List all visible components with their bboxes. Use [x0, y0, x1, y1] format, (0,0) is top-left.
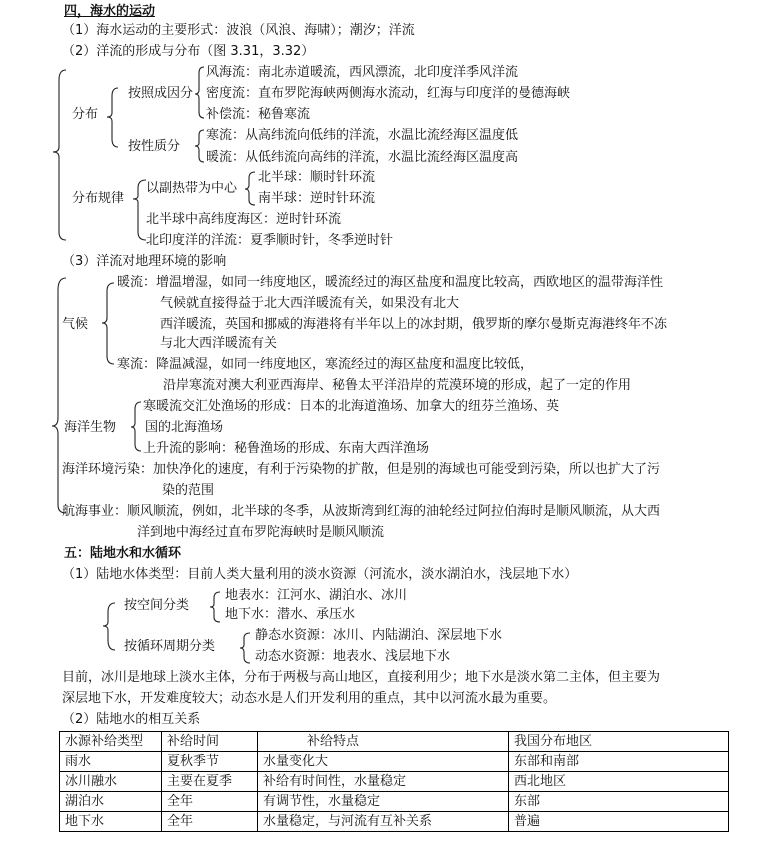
navigation-line-1: 航海事业：顺风顺流，例如，北半球的冬季，从波斯湾到红海的油轮经过阿拉伯海时是顺风顺流，从大西 [62, 504, 661, 519]
dynamic-water-line: 动态水资源：地表水、浅层地下水 [255, 649, 451, 664]
distribution-rule-label: 分布规律 [72, 191, 125, 206]
density-current-line: 密度流：直布罗陀海峡两侧海水流动，红海与印度洋的曼德海峡 [206, 86, 571, 101]
fishery-line-1: 寒暖流交汇处渔场的形成：日本的北海道渔场、加拿大的纽芬兰渔场、英 [143, 399, 560, 414]
current-formation-line: （2）洋流的形成与分布（图 3.31，3.32） [62, 44, 315, 59]
table-header-row [60, 732, 729, 752]
cold-effect-1: 寒流：降温减湿，如同一纬度地区，寒流经过的海区盐度和温度比较低， [117, 357, 534, 372]
land-water-types-line: （1）陆地水体类型：目前人类大量利用的淡水资源（河流水，淡水湖泊水，浅层地下水） [62, 567, 578, 582]
table-cell: 主要在夏季 [162, 772, 258, 792]
brace-by-cause [195, 67, 204, 118]
groundwater-line: 地下水：潜水、承压水 [225, 607, 356, 622]
compensation-current-line: 补偿流：秘鲁寒流 [206, 107, 311, 122]
warm-effect-1: 暖流：增温增湿，如同一纬度地区，暖流经过的海区盐度和温度比较高，西欧地区的温带海洋性 [117, 275, 664, 290]
southern-hemisphere-line: 南半球：逆时针环流 [258, 191, 376, 206]
warm-effect-2: 气候就直接得益于北大西洋暖流有关，如果没有北大 [160, 296, 460, 311]
brace-rule [133, 180, 146, 240]
pollution-line-2: 染的范围 [162, 483, 215, 498]
fishery-line-2: 国的北海渔场 [145, 420, 224, 435]
brace-space [103, 603, 115, 650]
brace-impact [52, 278, 66, 513]
land-water-table [59, 731, 729, 832]
by-nature-label: 按性质分 [128, 139, 181, 154]
table-row [60, 792, 729, 812]
brace-fenbu [107, 88, 118, 147]
table-row [60, 772, 729, 792]
header-cell: 我国分布地区 [509, 732, 729, 752]
table-cell: 有调节性，水量稳定 [258, 792, 509, 812]
table-cell: 冰川融水 [60, 772, 162, 792]
table-cell: 地下水 [60, 812, 162, 832]
by-cause-label: 按照成因分 [128, 86, 194, 101]
section-4-heading: 四，海水的运动 [64, 4, 156, 19]
brace-subtropical [245, 172, 255, 205]
brace-cycle-sub [240, 633, 250, 663]
surface-water-line: 地表水：江河水、湖泊水、冰川 [225, 588, 408, 603]
table-cell: 雨水 [60, 752, 162, 772]
table-cell: 东部 [509, 792, 729, 812]
wave-forms-line: （1）海水运动的主要形式：波浪（风浪、海啸）；潮汐；洋流 [62, 23, 415, 38]
table-cell: 水量稳定，与河流有互补关系 [258, 812, 509, 832]
header-cell: 水源补给类型 [60, 732, 162, 752]
warm-effect-3: 西洋暖流，英国和挪威的海港将有半年以上的冰封期，俄罗斯的摩尔曼斯克海港终年不冻 [160, 317, 668, 332]
header-cell: 补给特点 [258, 732, 509, 752]
subtropical-center-label: 以副热带为中心 [146, 181, 238, 196]
header-cell: 补给时间 [162, 732, 258, 752]
north-indian-ocean-line: 北印度洋的洋流：夏季顺时针，冬季逆时针 [146, 233, 394, 248]
brace-climate [102, 283, 114, 364]
brace-bio [131, 402, 141, 451]
glacier-paragraph-1: 目前，冰川是地球上淡水主体，分布于两极与高山地区，直接利用少；地下水是淡水第二主体，但主要为 [62, 670, 661, 685]
table-cell: 东部和南部 [509, 752, 729, 772]
upwelling-line: 上升流的影响：秘鲁渔场的形成、东南大西洋渔场 [143, 441, 430, 456]
brace-by-nature [195, 130, 204, 162]
table-cell: 湖泊水 [60, 792, 162, 812]
climate-label: 气候 [62, 317, 89, 332]
table-cell: 全年 [162, 792, 258, 812]
by-cycle-label: 按循环周期分类 [124, 639, 216, 654]
section-5-heading: 五：陆地水和水循环 [64, 546, 182, 561]
table-cell: 西北地区 [509, 772, 729, 792]
static-water-line: 静态水资源：冰川、内陆湖泊、深层地下水 [255, 628, 503, 643]
table-row [60, 752, 729, 772]
brace-space-sub [210, 592, 220, 622]
north-high-lat-line: 北半球中高纬度海区：逆时针环流 [146, 212, 342, 227]
navigation-line-2: 洋到地中海经过直布罗陀海峡时是顺风顺流 [137, 525, 385, 540]
cold-current-line: 寒流：从高纬流向低纬的洋流，水温比流经海区温度低 [206, 128, 519, 143]
impact-line: （3）洋流对地理环境的影响 [62, 254, 227, 269]
table-cell: 普遍 [509, 812, 729, 832]
table-cell: 水量变化大 [258, 752, 509, 772]
brace-distribution [53, 70, 66, 240]
wind-current-line: 风海流：南北赤道暖流，西风漂流，北印度洋季风洋流 [206, 65, 519, 80]
by-space-label: 按空间分类 [124, 598, 190, 613]
warm-effect-4: 与北大西洋暖流有关 [160, 336, 278, 351]
table-cell: 夏秋季节 [162, 752, 258, 772]
table-cell: 全年 [162, 812, 258, 832]
northern-hemisphere-line: 北半球：顺时针环流 [258, 170, 376, 185]
distribution-label: 分布 [72, 107, 99, 122]
warm-current-line: 暖流：从低纬流向高纬的洋流，水温比流经海区温度高 [206, 150, 519, 165]
marine-bio-label: 海洋生物 [64, 420, 117, 435]
table-cell: 补给有时间性，水量稳定 [258, 772, 509, 792]
glacier-paragraph-2: 深层地下水，开发难度较大；动态水是人们开发利用的重点，其中以河流水最为重要。 [62, 691, 557, 706]
relation-line: （2）陆地水的相互关系 [62, 712, 201, 727]
cold-effect-2: 沿岸寒流对澳大利亚西海岸、秘鲁太平洋沿岸的荒漠环境的形成，起了一定的作用 [163, 378, 632, 393]
pollution-line-1: 海洋环境污染：加快净化的速度，有利于污染物的扩散，但是别的海域也可能受到污染，所以也扩大了污 [62, 462, 661, 477]
table-row [60, 812, 729, 832]
